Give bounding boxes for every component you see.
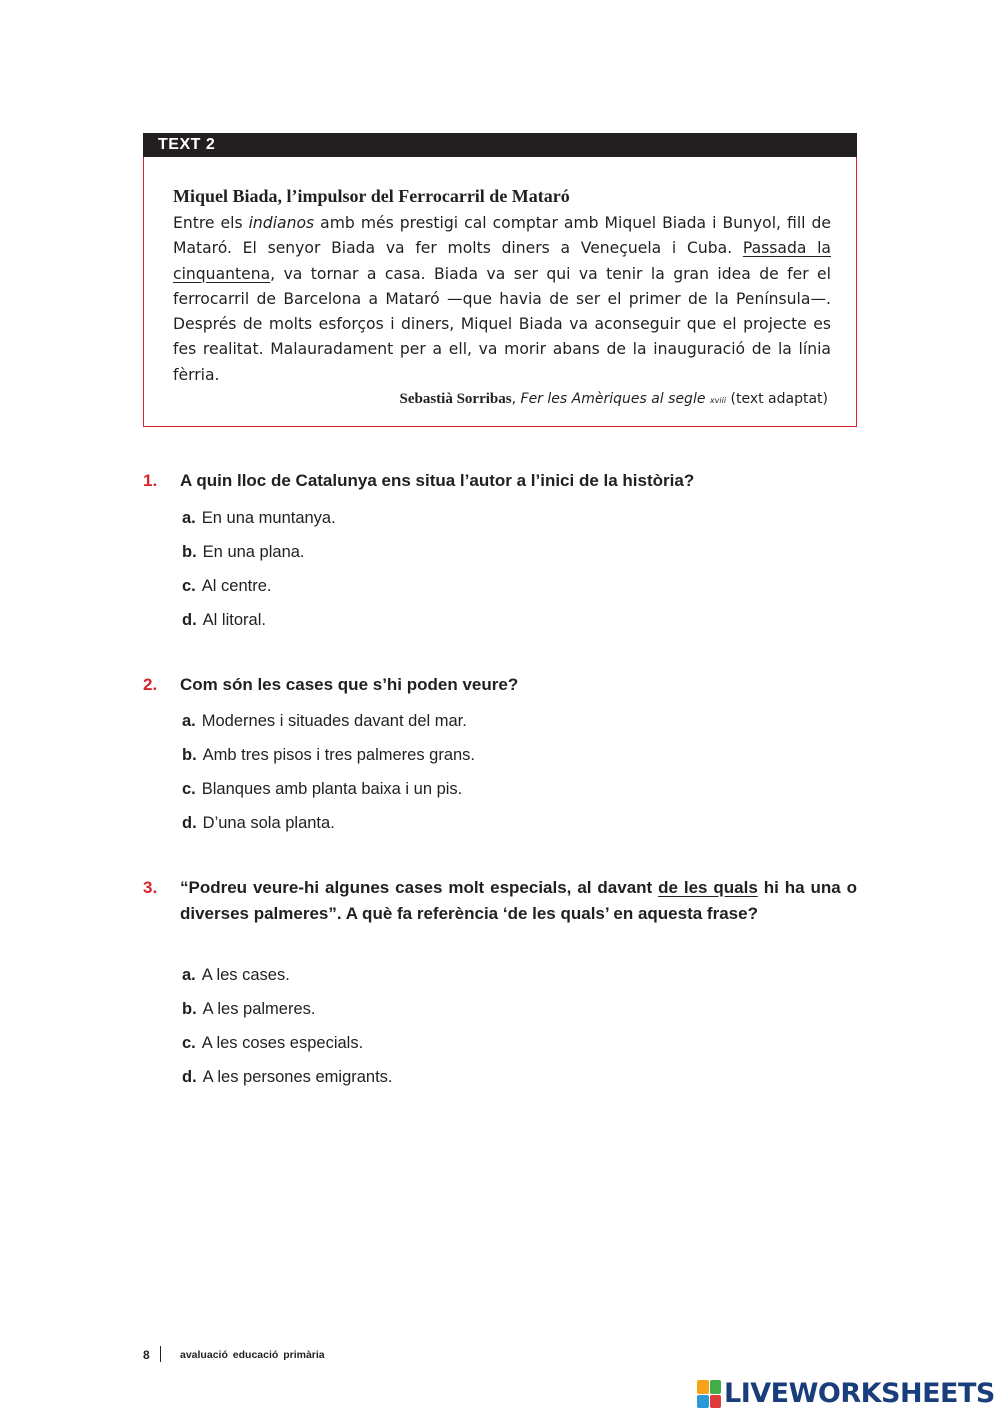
question-number: 1. bbox=[143, 471, 158, 490]
passage-body: Entre els indianos amb més prestigi cal comptar amb Miquel Biada i Bunyol, fill de Mataró. El senyor Biada va fer molts diners a Veneçuela i Cuba. Passada la cinquantena, va tornar a casa. Biada va ser qui va tenir la gran idea de fer el ferrocarril de Barcelona a Mataró —que havia de ser el primer de la Península—. Després de molts esforços i diners, Miquel Biada va aconseguir que el projecte es fes realitat. Malauradament per a ell, va morir abans de la inauguració de la línia fèrria. bbox=[173, 214, 831, 384]
answer-option-b[interactable]: b. Amb tres pisos i tres palmeres grans. bbox=[182, 746, 476, 764]
answer-option-a[interactable]: a. En una muntanya. bbox=[182, 509, 336, 527]
answer-option-a[interactable]: a. Modernes i situades davant del mar. bbox=[182, 712, 467, 730]
footer-text: avaluació educació primària bbox=[180, 1349, 325, 1361]
answer-option-a[interactable]: a. A les cases. bbox=[182, 966, 290, 984]
answer-option-d[interactable]: d. D’una sola planta. bbox=[182, 814, 335, 832]
liveworksheets-logo-icon bbox=[697, 1380, 721, 1408]
answer-option-c[interactable]: c. Blanques amb planta baixa i un pis. bbox=[182, 780, 463, 798]
answer-option-c[interactable]: c. A les coses especials. bbox=[182, 1034, 364, 1052]
liveworksheets-logo bbox=[697, 1377, 995, 1411]
passage-source: Sebastià Sorribas, Fer les Amèriques al segle xviii (text adaptat) bbox=[399, 391, 828, 407]
liveworksheets-logo-text: LIVEWORKSHEETS bbox=[724, 1378, 995, 1409]
answer-option-b[interactable]: b. A les palmeres. bbox=[182, 1000, 316, 1018]
answer-option-b[interactable]: b. En una plana. bbox=[182, 543, 305, 561]
question-text: “Podreu veure-hi algunes cases molt especials, al davant de les quals hi ha una o diverses palmeres”. A què fa referència ‘de les quals’ en aquesta frase? bbox=[180, 878, 857, 923]
answer-option-d[interactable]: d. Al litoral. bbox=[182, 611, 266, 629]
question-number: 3. bbox=[143, 878, 158, 897]
page-number: 8 bbox=[143, 1348, 150, 1362]
answer-option-c[interactable]: c. Al centre. bbox=[182, 577, 272, 595]
question-text: A quin lloc de Catalunya ens situa l’autor a l’inici de la història? bbox=[180, 471, 695, 490]
footer-divider bbox=[160, 1346, 161, 1362]
passage-title: Miquel Biada, l’impulsor del Ferrocarril de Mataró bbox=[173, 186, 570, 206]
answer-option-d[interactable]: d. A les persones emigrants. bbox=[182, 1068, 393, 1086]
question-number: 2. bbox=[143, 675, 158, 694]
question-text: Com són les cases que s’hi poden veure? bbox=[180, 675, 519, 694]
text-section-header: TEXT 2 bbox=[143, 133, 857, 157]
